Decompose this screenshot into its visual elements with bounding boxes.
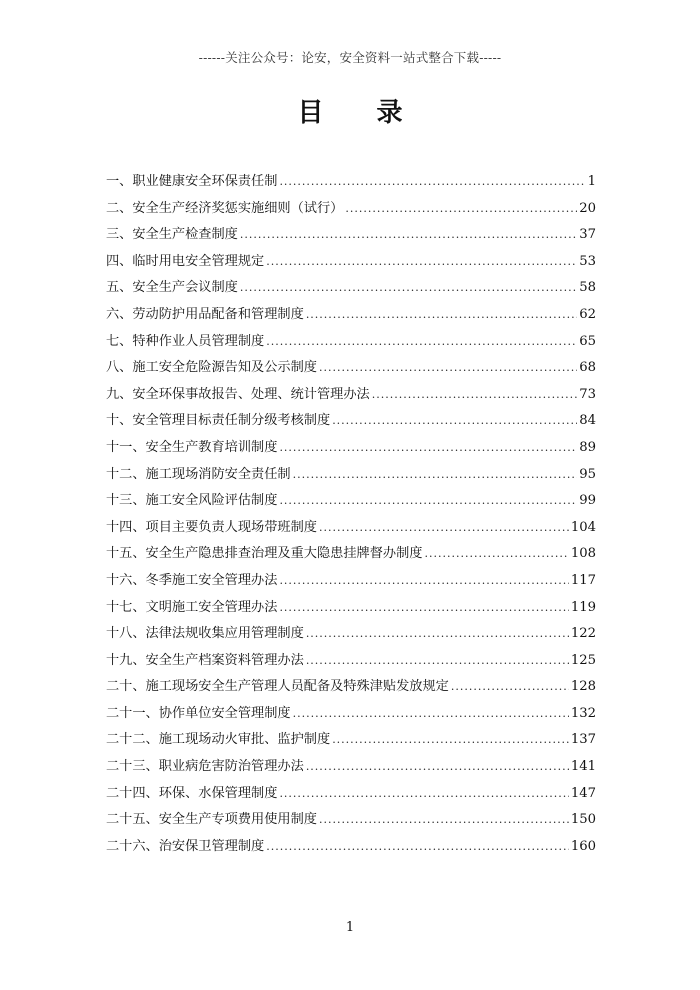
page-number: 1 <box>345 920 355 935</box>
toc-entry-page-number: 84 <box>579 413 596 429</box>
toc-entry[interactable] <box>106 807 596 834</box>
toc-entry-label: 二十三、职业病危害防治管理办法 <box>106 759 304 775</box>
toc-dot-leader <box>319 807 569 834</box>
toc-dot-leader <box>319 355 577 382</box>
toc-entry-page-number: 150 <box>570 812 596 828</box>
toc-dot-leader <box>306 621 569 648</box>
toc-entry[interactable] <box>106 462 596 489</box>
toc-entry-label: 九、安全环保事故报告、处理、统计管理办法 <box>106 386 370 402</box>
toc-entry-label: 十八、法律法规收集应用管理制度 <box>106 626 304 642</box>
toc-entry-page-number: 117 <box>570 572 596 588</box>
toc-dot-leader <box>345 196 577 223</box>
toc-entry[interactable] <box>106 408 596 435</box>
toc-dot-leader <box>425 541 569 568</box>
toc-dot-leader <box>266 329 577 356</box>
toc-entry[interactable] <box>106 648 596 675</box>
toc-entry-label: 二十五、安全生产专项费用使用制度 <box>106 812 317 828</box>
toc-entry[interactable] <box>106 169 596 196</box>
toc-entry-label: 十七、文明施工安全管理办法 <box>106 599 278 615</box>
toc-dot-leader <box>293 701 569 728</box>
toc-entry-label: 二十四、环保、水保管理制度 <box>106 785 278 801</box>
toc-entry[interactable] <box>106 382 596 409</box>
toc-dot-leader <box>332 727 569 754</box>
toc-entry-label: 十九、安全生产档案资料管理办法 <box>106 652 304 668</box>
toc-list <box>106 169 596 860</box>
page-title: 目 录 <box>297 98 425 128</box>
toc-entry-page-number: 141 <box>570 759 596 775</box>
toc-dot-leader <box>293 462 578 489</box>
toc-entry[interactable] <box>106 727 596 754</box>
toc-entry-label: 四、临时用电安全管理规定 <box>106 253 265 269</box>
toc-dot-leader <box>279 595 568 622</box>
toc-entry-page-number: 108 <box>570 546 596 562</box>
toc-entry[interactable] <box>106 701 596 728</box>
toc-dot-leader <box>279 435 577 462</box>
toc-entry-page-number: 65 <box>579 333 596 349</box>
toc-dot-leader <box>306 302 577 329</box>
toc-entry-label: 二、安全生产经济奖惩实施细则（试行） <box>106 200 344 216</box>
toc-entry-page-number: 20 <box>579 200 596 216</box>
toc-entry-page-number: 147 <box>570 785 596 801</box>
toc-entry-page-number: 99 <box>579 493 596 509</box>
toc-dot-leader <box>266 249 577 276</box>
toc-entry[interactable] <box>106 595 596 622</box>
toc-dot-leader <box>306 754 569 781</box>
toc-entry[interactable] <box>106 355 596 382</box>
toc-entry-page-number: 160 <box>570 838 596 854</box>
toc-dot-leader <box>279 169 585 196</box>
toc-entry[interactable] <box>106 435 596 462</box>
toc-entry[interactable] <box>106 302 596 329</box>
toc-entry[interactable] <box>106 568 596 595</box>
toc-dot-leader <box>306 648 569 675</box>
toc-dot-leader <box>240 222 577 249</box>
toc-entry-label: 十、安全管理目标责任制分级考核制度 <box>106 413 331 429</box>
toc-entry-label: 十五、安全生产隐患排查治理及重大隐患挂牌督办制度 <box>106 546 423 562</box>
toc-entry[interactable] <box>106 329 596 356</box>
toc-entry-label: 一、职业健康安全环保责任制 <box>106 174 278 189</box>
toc-entry-label: 十六、冬季施工安全管理办法 <box>106 572 278 588</box>
toc-entry-label: 二十、施工现场安全生产管理人员配备及特殊津贴发放规定 <box>106 679 449 695</box>
toc-entry-label: 二十二、施工现场动火审批、监护制度 <box>106 732 331 748</box>
header-note: ------关注公众号：论安，安全资料一站式整合下载----- <box>198 50 502 65</box>
toc-entry-page-number: 1 <box>587 174 596 189</box>
toc-entry-label: 二十一、协作单位安全管理制度 <box>106 705 291 721</box>
toc-entry[interactable] <box>106 222 596 249</box>
toc-entry[interactable] <box>106 249 596 276</box>
toc-entry-label: 三、安全生产检查制度 <box>106 227 238 243</box>
toc-dot-leader <box>240 275 577 302</box>
toc-entry-page-number: 119 <box>570 599 596 615</box>
toc-entry[interactable] <box>106 488 596 515</box>
toc-entry-page-number: 137 <box>570 732 596 748</box>
toc-entry-label: 十二、施工现场消防安全责任制 <box>106 466 291 482</box>
toc-entry[interactable] <box>106 275 596 302</box>
toc-entry[interactable] <box>106 541 596 568</box>
toc-entry-label: 二十六、治安保卫管理制度 <box>106 838 265 854</box>
toc-entry[interactable] <box>106 674 596 701</box>
toc-entry[interactable] <box>106 781 596 808</box>
toc-entry-label: 六、劳动防护用品配备和管理制度 <box>106 306 304 322</box>
toc-entry-page-number: 95 <box>579 466 596 482</box>
toc-dot-leader <box>451 674 569 701</box>
toc-dot-leader <box>279 568 568 595</box>
toc-entry[interactable] <box>106 196 596 223</box>
toc-dot-leader <box>319 515 569 542</box>
toc-entry-page-number: 89 <box>579 439 596 455</box>
toc-entry-page-number: 125 <box>570 652 596 668</box>
toc-entry-label: 五、安全生产会议制度 <box>106 280 238 296</box>
toc-dot-leader <box>332 408 577 435</box>
toc-entry-page-number: 104 <box>570 519 596 535</box>
toc-dot-leader <box>372 382 577 409</box>
toc-entry-page-number: 62 <box>579 306 596 322</box>
toc-entry-label: 十一、安全生产教育培训制度 <box>106 439 278 455</box>
toc-entry[interactable] <box>106 621 596 648</box>
toc-entry-label: 十四、项目主要负责人现场带班制度 <box>106 519 317 535</box>
toc-entry-page-number: 53 <box>579 253 596 269</box>
toc-entry-label: 十三、施工安全风险评估制度 <box>106 493 278 509</box>
toc-entry[interactable] <box>106 515 596 542</box>
toc-entry-page-number: 58 <box>579 280 596 296</box>
toc-entry-page-number: 73 <box>579 386 596 402</box>
toc-entry-page-number: 37 <box>579 227 596 243</box>
toc-entry[interactable] <box>106 754 596 781</box>
toc-entry-page-number: 128 <box>570 679 596 695</box>
toc-entry-page-number: 68 <box>579 360 596 376</box>
toc-entry-label: 七、特种作业人员管理制度 <box>106 333 265 349</box>
toc-dot-leader <box>279 781 568 808</box>
toc-dot-leader <box>279 488 577 515</box>
toc-entry-page-number: 132 <box>570 705 596 721</box>
toc-dot-leader <box>266 834 569 861</box>
toc-entry-page-number: 122 <box>570 626 596 642</box>
toc-entry-label: 八、施工安全危险源告知及公示制度 <box>106 360 317 376</box>
toc-entry[interactable] <box>106 834 596 861</box>
